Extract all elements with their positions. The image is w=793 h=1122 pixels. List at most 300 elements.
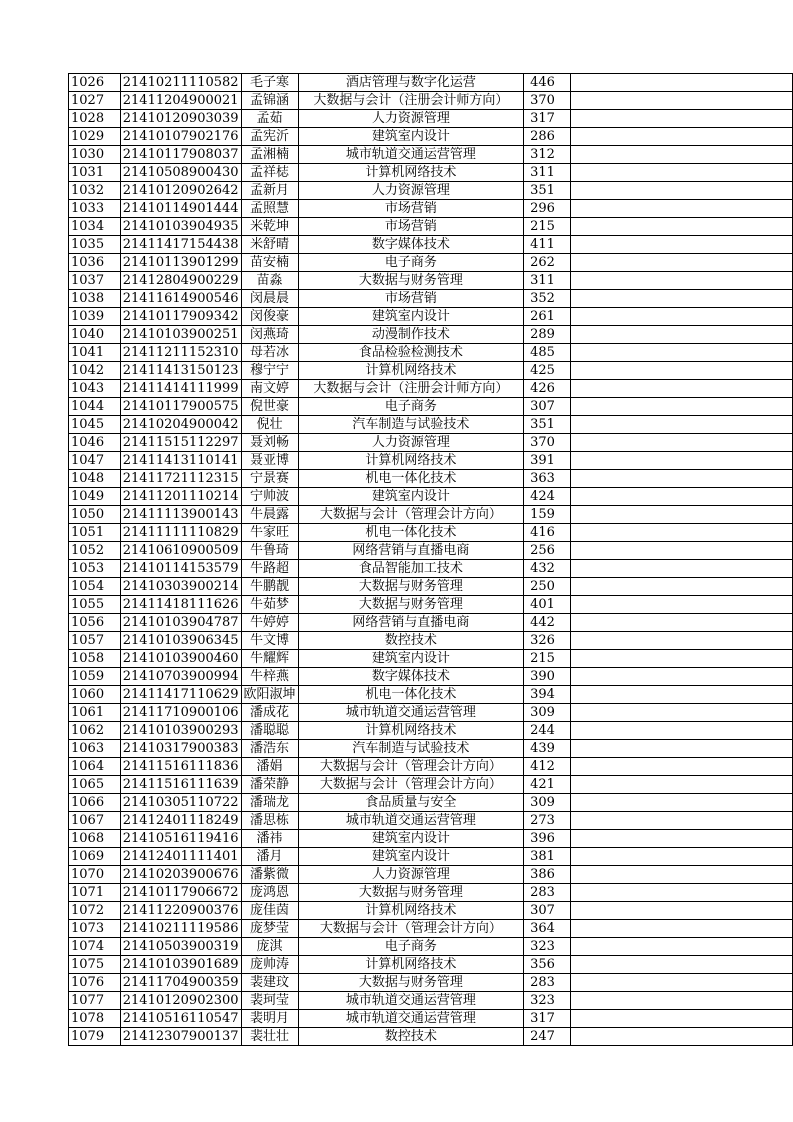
student-name-cell: 毛子寒 — [241, 74, 298, 92]
major-cell: 网络营销与直播电商 — [298, 614, 524, 632]
table-row — [69, 434, 793, 452]
seq-cell: 1073 — [69, 920, 121, 938]
student-name-cell: 潘聪聪 — [241, 722, 298, 740]
student-name-cell: 孟宪沂 — [241, 128, 298, 146]
score-cell: 390 — [524, 668, 571, 686]
major-cell: 建筑室内设计 — [298, 128, 524, 146]
score-cell: 363 — [524, 470, 571, 488]
remark-cell — [570, 542, 792, 560]
remark-cell — [570, 1010, 792, 1028]
major-cell: 数控技术 — [298, 632, 524, 650]
student-name-cell: 牛家旺 — [241, 524, 298, 542]
table-row — [69, 740, 793, 758]
score-cell: 381 — [524, 848, 571, 866]
exam-id-cell: 21410204900042 — [120, 416, 241, 434]
major-cell: 建筑室内设计 — [298, 830, 524, 848]
table-row — [69, 848, 793, 866]
remark-cell — [570, 524, 792, 542]
seq-cell: 1030 — [69, 146, 121, 164]
remark-cell — [570, 236, 792, 254]
student-name-cell: 苗安楠 — [241, 254, 298, 272]
major-cell: 电子商务 — [298, 398, 524, 416]
seq-cell: 1043 — [69, 380, 121, 398]
table-row — [69, 1028, 793, 1046]
exam-id-cell: 21410516110547 — [120, 1010, 241, 1028]
score-cell: 396 — [524, 830, 571, 848]
major-cell: 电子商务 — [298, 254, 524, 272]
seq-cell: 1054 — [69, 578, 121, 596]
exam-id-cell: 21410114153579 — [120, 560, 241, 578]
seq-cell: 1058 — [69, 650, 121, 668]
remark-cell — [570, 830, 792, 848]
table-row — [69, 668, 793, 686]
exam-id-cell: 21411113900143 — [120, 506, 241, 524]
remark-cell — [570, 632, 792, 650]
score-cell: 215 — [524, 218, 571, 236]
exam-id-cell: 21412307900137 — [120, 1028, 241, 1046]
remark-cell — [570, 560, 792, 578]
score-cell: 262 — [524, 254, 571, 272]
major-cell: 计算机网络技术 — [298, 956, 524, 974]
major-cell: 城市轨道交通运营管理 — [298, 704, 524, 722]
student-name-cell: 潘荣静 — [241, 776, 298, 794]
major-cell: 酒店管理与数字化运营 — [298, 74, 524, 92]
remark-cell — [570, 578, 792, 596]
student-name-cell: 庞鸿恩 — [241, 884, 298, 902]
remark-cell — [570, 974, 792, 992]
remark-cell — [570, 434, 792, 452]
exam-id-cell: 21410120903039 — [120, 110, 241, 128]
major-cell: 计算机网络技术 — [298, 452, 524, 470]
student-name-cell: 倪世豪 — [241, 398, 298, 416]
seq-cell: 1026 — [69, 74, 121, 92]
seq-cell: 1040 — [69, 326, 121, 344]
score-cell: 416 — [524, 524, 571, 542]
score-cell: 247 — [524, 1028, 571, 1046]
major-cell: 市场营销 — [298, 200, 524, 218]
student-name-cell: 庞淇 — [241, 938, 298, 956]
seq-cell: 1053 — [69, 560, 121, 578]
exam-id-cell: 21410120902300 — [120, 992, 241, 1010]
exam-id-cell: 21410117900575 — [120, 398, 241, 416]
table-row — [69, 542, 793, 560]
student-name-cell: 苗淼 — [241, 272, 298, 290]
score-cell: 401 — [524, 596, 571, 614]
seq-cell: 1077 — [69, 992, 121, 1010]
student-name-cell: 牛鹏靓 — [241, 578, 298, 596]
seq-cell: 1061 — [69, 704, 121, 722]
major-cell: 大数据与财务管理 — [298, 272, 524, 290]
score-cell: 323 — [524, 992, 571, 1010]
major-cell: 动漫制作技术 — [298, 326, 524, 344]
score-cell: 311 — [524, 272, 571, 290]
remark-cell — [570, 596, 792, 614]
student-name-cell: 庞佳茵 — [241, 902, 298, 920]
remark-cell — [570, 92, 792, 110]
table-row — [69, 776, 793, 794]
score-cell: 394 — [524, 686, 571, 704]
seq-cell: 1032 — [69, 182, 121, 200]
remark-cell — [570, 290, 792, 308]
table-row — [69, 128, 793, 146]
score-cell: 159 — [524, 506, 571, 524]
table-row — [69, 344, 793, 362]
student-name-cell: 潘娟 — [241, 758, 298, 776]
seq-cell: 1046 — [69, 434, 121, 452]
major-cell: 人力资源管理 — [298, 110, 524, 128]
remark-cell — [570, 758, 792, 776]
table-row — [69, 758, 793, 776]
major-cell: 大数据与财务管理 — [298, 578, 524, 596]
table-row — [69, 1010, 793, 1028]
student-name-cell: 宁景赛 — [241, 470, 298, 488]
student-name-cell: 孟照慧 — [241, 200, 298, 218]
score-cell: 273 — [524, 812, 571, 830]
table-row — [69, 578, 793, 596]
seq-cell: 1068 — [69, 830, 121, 848]
major-cell: 人力资源管理 — [298, 182, 524, 200]
remark-cell — [570, 956, 792, 974]
student-name-cell: 孟祥梽 — [241, 164, 298, 182]
seq-cell: 1063 — [69, 740, 121, 758]
seq-cell: 1066 — [69, 794, 121, 812]
score-cell: 370 — [524, 434, 571, 452]
score-cell: 412 — [524, 758, 571, 776]
table-row — [69, 794, 793, 812]
table-row — [69, 938, 793, 956]
score-cell: 446 — [524, 74, 571, 92]
student-name-cell: 潘浩东 — [241, 740, 298, 758]
seq-cell: 1065 — [69, 776, 121, 794]
seq-cell: 1069 — [69, 848, 121, 866]
student-name-cell: 欧阳淑坤 — [241, 686, 298, 704]
exam-id-cell: 21411515112297 — [120, 434, 241, 452]
table-row — [69, 992, 793, 1010]
exam-id-cell: 21411417110629 — [120, 686, 241, 704]
student-name-cell: 潘瑞龙 — [241, 794, 298, 812]
seq-cell: 1072 — [69, 902, 121, 920]
seq-cell: 1042 — [69, 362, 121, 380]
exam-id-cell: 21410103904935 — [120, 218, 241, 236]
score-cell: 386 — [524, 866, 571, 884]
major-cell: 大数据与会计（管理会计方向） — [298, 506, 524, 524]
student-name-cell: 母若冰 — [241, 344, 298, 362]
major-cell: 建筑室内设计 — [298, 650, 524, 668]
major-cell: 市场营销 — [298, 290, 524, 308]
exam-id-cell: 21411704900359 — [120, 974, 241, 992]
seq-cell: 1035 — [69, 236, 121, 254]
table-row — [69, 632, 793, 650]
student-name-cell: 米舒晴 — [241, 236, 298, 254]
exam-id-cell: 21411721112315 — [120, 470, 241, 488]
remark-cell — [570, 452, 792, 470]
seq-cell: 1048 — [69, 470, 121, 488]
major-cell: 数控技术 — [298, 1028, 524, 1046]
score-cell: 250 — [524, 578, 571, 596]
student-name-cell: 牛鲁琦 — [241, 542, 298, 560]
student-name-cell: 聂亚博 — [241, 452, 298, 470]
seq-cell: 1034 — [69, 218, 121, 236]
seq-cell: 1056 — [69, 614, 121, 632]
exam-id-cell: 21410117909342 — [120, 308, 241, 326]
seq-cell: 1060 — [69, 686, 121, 704]
exam-id-cell: 21410107902176 — [120, 128, 241, 146]
student-name-cell: 孟茹 — [241, 110, 298, 128]
score-cell: 391 — [524, 452, 571, 470]
student-name-cell: 裴建玟 — [241, 974, 298, 992]
seq-cell: 1028 — [69, 110, 121, 128]
exam-id-cell: 21411418111626 — [120, 596, 241, 614]
remark-cell — [570, 920, 792, 938]
seq-cell: 1070 — [69, 866, 121, 884]
score-cell: 307 — [524, 398, 571, 416]
remark-cell — [570, 146, 792, 164]
major-cell: 人力资源管理 — [298, 866, 524, 884]
table-row — [69, 722, 793, 740]
exam-id-cell: 21410610900509 — [120, 542, 241, 560]
exam-id-cell: 21411111110829 — [120, 524, 241, 542]
score-cell: 356 — [524, 956, 571, 974]
exam-id-cell: 21410103906345 — [120, 632, 241, 650]
seq-cell: 1041 — [69, 344, 121, 362]
score-cell: 317 — [524, 110, 571, 128]
major-cell: 城市轨道交通运营管理 — [298, 146, 524, 164]
major-cell: 建筑室内设计 — [298, 488, 524, 506]
table-row — [69, 200, 793, 218]
remark-cell — [570, 200, 792, 218]
seq-cell: 1075 — [69, 956, 121, 974]
admission-table — [68, 73, 793, 1046]
major-cell: 数字媒体技术 — [298, 236, 524, 254]
major-cell: 大数据与会计（注册会计师方向） — [298, 380, 524, 398]
table-row — [69, 182, 793, 200]
student-name-cell: 裴壮壮 — [241, 1028, 298, 1046]
exam-id-cell: 21410117906672 — [120, 884, 241, 902]
table-row — [69, 650, 793, 668]
table-row — [69, 110, 793, 128]
remark-cell — [570, 254, 792, 272]
seq-cell: 1036 — [69, 254, 121, 272]
table-row — [69, 290, 793, 308]
student-name-cell: 牛婷婷 — [241, 614, 298, 632]
major-cell: 大数据与会计（管理会计方向） — [298, 920, 524, 938]
remark-cell — [570, 722, 792, 740]
major-cell: 大数据与财务管理 — [298, 596, 524, 614]
exam-id-cell: 21410203900676 — [120, 866, 241, 884]
major-cell: 建筑室内设计 — [298, 848, 524, 866]
exam-id-cell: 21410120902642 — [120, 182, 241, 200]
remark-cell — [570, 866, 792, 884]
score-cell: 323 — [524, 938, 571, 956]
seq-cell: 1079 — [69, 1028, 121, 1046]
seq-cell: 1038 — [69, 290, 121, 308]
major-cell: 机电一体化技术 — [298, 470, 524, 488]
score-cell: 425 — [524, 362, 571, 380]
score-cell: 485 — [524, 344, 571, 362]
student-name-cell: 潘祎 — [241, 830, 298, 848]
score-cell: 311 — [524, 164, 571, 182]
student-name-cell: 宁帅波 — [241, 488, 298, 506]
table-row — [69, 956, 793, 974]
seq-cell: 1027 — [69, 92, 121, 110]
score-cell: 261 — [524, 308, 571, 326]
major-cell: 汽车制造与试验技术 — [298, 416, 524, 434]
table-row — [69, 524, 793, 542]
seq-cell: 1044 — [69, 398, 121, 416]
exam-id-cell: 21411201110214 — [120, 488, 241, 506]
remark-cell — [570, 344, 792, 362]
exam-id-cell: 21410103900251 — [120, 326, 241, 344]
exam-id-cell: 21410114901444 — [120, 200, 241, 218]
table-row — [69, 92, 793, 110]
score-cell: 421 — [524, 776, 571, 794]
remark-cell — [570, 272, 792, 290]
student-name-cell: 庞帅涛 — [241, 956, 298, 974]
major-cell: 大数据与会计（注册会计师方向） — [298, 92, 524, 110]
score-cell: 312 — [524, 146, 571, 164]
remark-cell — [570, 884, 792, 902]
seq-cell: 1031 — [69, 164, 121, 182]
exam-id-cell: 21411516111639 — [120, 776, 241, 794]
remark-cell — [570, 308, 792, 326]
student-name-cell: 牛文博 — [241, 632, 298, 650]
table-row — [69, 380, 793, 398]
remark-cell — [570, 182, 792, 200]
student-name-cell: 米乾坤 — [241, 218, 298, 236]
major-cell: 数字媒体技术 — [298, 668, 524, 686]
table-row — [69, 704, 793, 722]
seq-cell: 1050 — [69, 506, 121, 524]
table-row — [69, 920, 793, 938]
remark-cell — [570, 218, 792, 236]
table-row — [69, 218, 793, 236]
remark-cell — [570, 848, 792, 866]
student-name-cell: 潘思栋 — [241, 812, 298, 830]
major-cell: 大数据与会计（管理会计方向） — [298, 776, 524, 794]
student-name-cell: 牛路超 — [241, 560, 298, 578]
score-cell: 424 — [524, 488, 571, 506]
major-cell: 大数据与财务管理 — [298, 974, 524, 992]
student-name-cell: 牛耀辉 — [241, 650, 298, 668]
major-cell: 建筑室内设计 — [298, 308, 524, 326]
score-cell: 286 — [524, 128, 571, 146]
remark-cell — [570, 776, 792, 794]
table-row — [69, 74, 793, 92]
exam-id-cell: 21410211110582 — [120, 74, 241, 92]
major-cell: 计算机网络技术 — [298, 362, 524, 380]
exam-id-cell: 21411413150123 — [120, 362, 241, 380]
seq-cell: 1045 — [69, 416, 121, 434]
exam-id-cell: 21411516111836 — [120, 758, 241, 776]
exam-id-cell: 21410305110722 — [120, 794, 241, 812]
seq-cell: 1039 — [69, 308, 121, 326]
score-cell: 307 — [524, 902, 571, 920]
student-name-cell: 潘紫微 — [241, 866, 298, 884]
major-cell: 人力资源管理 — [298, 434, 524, 452]
exam-id-cell: 21411220900376 — [120, 902, 241, 920]
major-cell: 计算机网络技术 — [298, 902, 524, 920]
table-row — [69, 236, 793, 254]
score-cell: 432 — [524, 560, 571, 578]
remark-cell — [570, 902, 792, 920]
exam-id-cell: 21410508900430 — [120, 164, 241, 182]
student-name-cell: 孟湘楠 — [241, 146, 298, 164]
table-row — [69, 416, 793, 434]
remark-cell — [570, 1028, 792, 1046]
seq-cell: 1047 — [69, 452, 121, 470]
score-cell: 439 — [524, 740, 571, 758]
exam-id-cell: 21410516119416 — [120, 830, 241, 848]
table-row — [69, 362, 793, 380]
score-cell: 326 — [524, 632, 571, 650]
remark-cell — [570, 812, 792, 830]
score-cell: 411 — [524, 236, 571, 254]
seq-cell: 1052 — [69, 542, 121, 560]
remark-cell — [570, 74, 792, 92]
remark-cell — [570, 380, 792, 398]
score-cell: 289 — [524, 326, 571, 344]
exam-id-cell: 21410303900214 — [120, 578, 241, 596]
table-row — [69, 902, 793, 920]
table-row — [69, 686, 793, 704]
exam-id-cell: 21410117908037 — [120, 146, 241, 164]
remark-cell — [570, 686, 792, 704]
remark-cell — [570, 668, 792, 686]
student-name-cell: 潘成花 — [241, 704, 298, 722]
table-row — [69, 308, 793, 326]
table-row — [69, 488, 793, 506]
remark-cell — [570, 794, 792, 812]
exam-id-cell: 21410103904787 — [120, 614, 241, 632]
exam-id-cell: 21411211152310 — [120, 344, 241, 362]
table-row — [69, 974, 793, 992]
remark-cell — [570, 164, 792, 182]
score-cell: 351 — [524, 182, 571, 200]
exam-id-cell: 21411614900546 — [120, 290, 241, 308]
major-cell: 城市轨道交通运营管理 — [298, 1010, 524, 1028]
exam-id-cell: 21411710900106 — [120, 704, 241, 722]
remark-cell — [570, 416, 792, 434]
score-cell: 283 — [524, 884, 571, 902]
seq-cell: 1074 — [69, 938, 121, 956]
exam-id-cell: 21411204900021 — [120, 92, 241, 110]
score-cell: 309 — [524, 704, 571, 722]
exam-id-cell: 21412804900229 — [120, 272, 241, 290]
seq-cell: 1033 — [69, 200, 121, 218]
student-name-cell: 闵燕琦 — [241, 326, 298, 344]
table-row — [69, 506, 793, 524]
exam-id-cell: 21410703900994 — [120, 668, 241, 686]
major-cell: 食品检验检测技术 — [298, 344, 524, 362]
student-name-cell: 庞梦莹 — [241, 920, 298, 938]
table-row — [69, 614, 793, 632]
student-name-cell: 聂刘畅 — [241, 434, 298, 452]
student-name-cell: 南文婷 — [241, 380, 298, 398]
score-cell: 283 — [524, 974, 571, 992]
score-cell: 317 — [524, 1010, 571, 1028]
table-row — [69, 830, 793, 848]
student-name-cell: 孟新月 — [241, 182, 298, 200]
major-cell: 城市轨道交通运营管理 — [298, 812, 524, 830]
remark-cell — [570, 398, 792, 416]
major-cell: 网络营销与直播电商 — [298, 542, 524, 560]
major-cell: 大数据与会计（管理会计方向） — [298, 758, 524, 776]
major-cell: 电子商务 — [298, 938, 524, 956]
table-row — [69, 254, 793, 272]
student-name-cell: 孟锦涵 — [241, 92, 298, 110]
table-row — [69, 164, 793, 182]
student-name-cell: 牛梓燕 — [241, 668, 298, 686]
